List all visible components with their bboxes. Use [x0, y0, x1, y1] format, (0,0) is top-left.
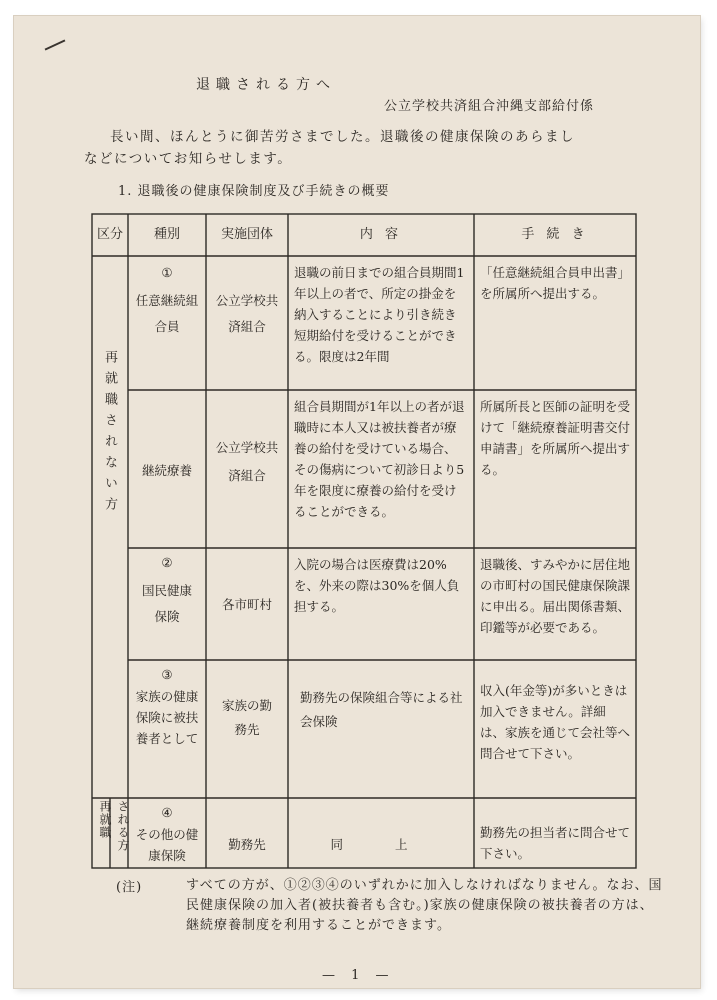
row1-content: 退職の前日までの組合員期間1年以上の者で、所定の掛金を納入することにより引き続き短期給付を受けることができる。限度は2年間 — [294, 265, 465, 364]
section-heading: 1. 退職後の健康保険制度及び手続きの概要 — [118, 184, 390, 199]
row1-procedure: 「任意継続組合員申出書」を所属所へ提出する。 — [480, 265, 631, 301]
row3-org: 各市町村 — [221, 597, 272, 612]
row4-type: 家族の健康保険に被扶養者として — [135, 689, 199, 746]
group-label-reemployed-b: される方 — [116, 800, 130, 852]
document-title: 退職される方へ — [196, 77, 336, 93]
row5-procedure: 勤務先の担当者に問合せて下さい。 — [480, 825, 631, 861]
header-kubun: 区分 — [96, 227, 123, 242]
row4-content: 勤務先の保険組合等による社会保険 — [300, 690, 463, 729]
row2-procedure: 所属所長と医師の証明を受けて「継続療養証明書交付申請書」を所属所へ提出する。 — [480, 399, 631, 477]
row4-org: 家族の勤務先 — [221, 698, 272, 737]
row4-procedure: 収入(年金等)が多いときは加入できません。詳細は、家族を通じて会社等へ問合せて下さい。 — [480, 683, 631, 761]
row1-type: 任意継続組合員 — [135, 293, 199, 334]
header-tetsuzuki: 手 続 き — [521, 227, 589, 242]
issuer-name: 公立学校共済組合沖縄支部給付係 — [384, 99, 595, 114]
row5-content: 同 上 — [330, 837, 432, 852]
intro-line-1: 長い間、ほんとうに御苦労さまでした。退職後の健康保険のあらまし — [110, 129, 575, 145]
header-naiyo: 内 容 — [359, 227, 403, 242]
header-shubetsu: 種別 — [153, 227, 180, 242]
header-dantai: 実施団体 — [220, 227, 273, 242]
row1-num: ① — [161, 265, 173, 280]
row4-num: ③ — [161, 667, 173, 682]
note-text: すべての方が、①②③④のいずれかに加入しなければなりません。なお、国民健康保険の加入者(被扶養者も含む。)家族の健康保険の被扶養者の方は、継続療養制度を利用することができます。 — [186, 878, 663, 933]
row5-type: その他の健康保険 — [135, 827, 199, 863]
row5-org: 勤務先 — [228, 837, 266, 852]
row2-content: 組合員期間が1年以上の者が退職時に本人又は被扶養者が療養の給付を受けている場合、その傷病について初診日より5年を限度に療養の給付を受けることができる。 — [294, 399, 465, 519]
row3-procedure: 退職後、すみやかに居住地の市町村の国民健康保険課に申出る。届出関係書類、印鑑等が必要である。 — [480, 557, 631, 635]
row1-org: 公立学校共済組合 — [215, 293, 279, 334]
row5-num: ④ — [161, 805, 173, 820]
row2-org: 公立学校共済組合 — [215, 440, 279, 483]
row3-type: 国民健康保険 — [141, 583, 192, 624]
page-number: — 1 — — [322, 968, 395, 983]
group-label-not-reemployed: 再就職されない方 — [102, 350, 117, 518]
row3-num: ② — [161, 555, 173, 570]
intro-line-2: などについてお知らせします。 — [84, 151, 293, 167]
row3-content: 入院の場合は医療費は20%を、外来の際は30%を個人負担する。 — [294, 557, 460, 614]
group-label-reemployed-a: 再就職 — [98, 800, 112, 839]
note-label: (注) — [116, 880, 143, 895]
row2-type: 継続療養 — [141, 463, 192, 478]
